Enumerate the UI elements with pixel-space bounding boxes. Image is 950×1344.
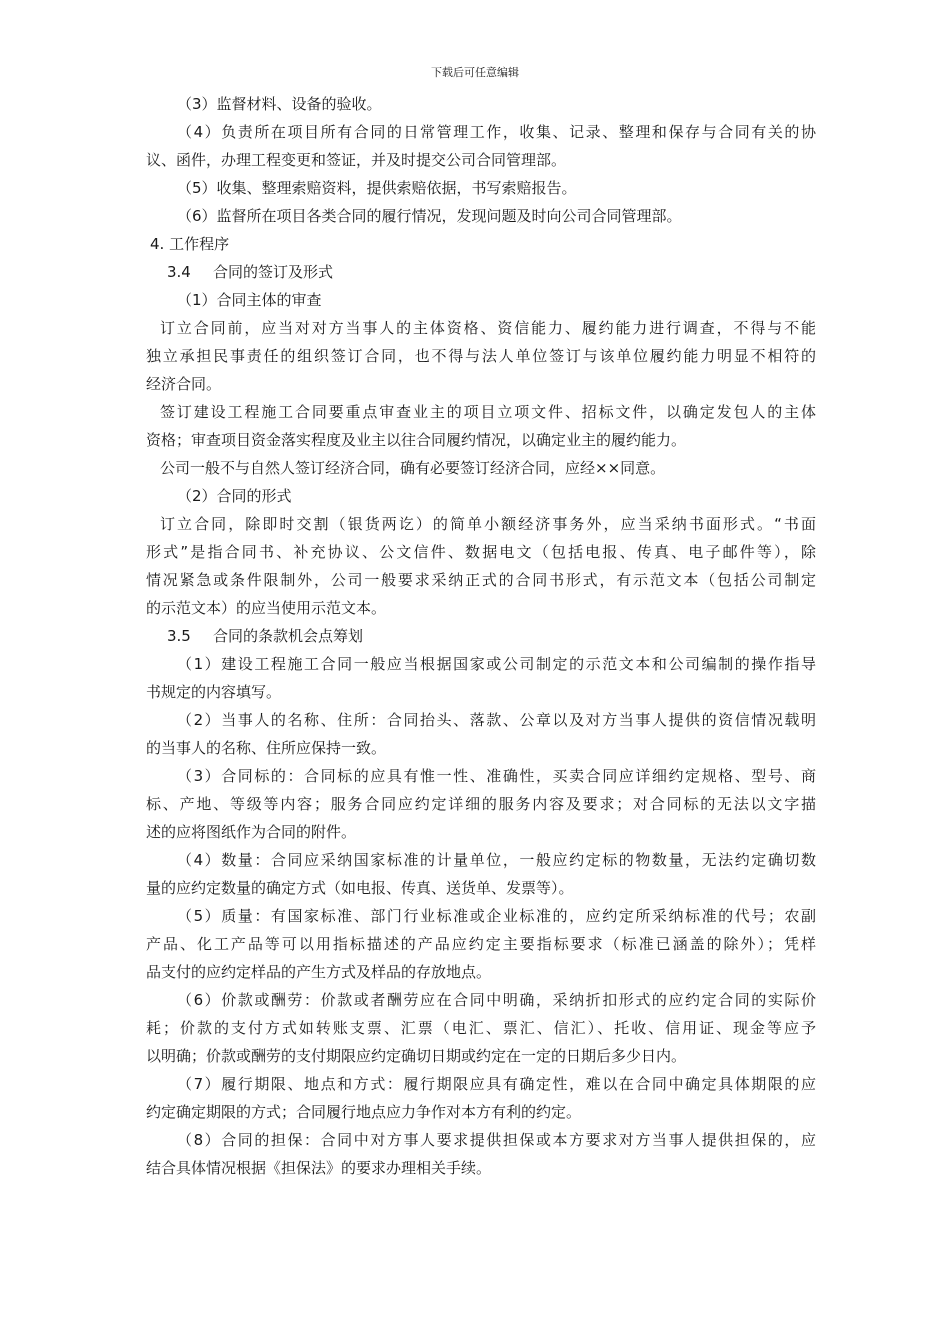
chapter-heading: 4. 工作程序 [150,235,230,253]
text-line: 书规定的内容填写。 [146,683,282,701]
text-line: 耗；价款的支付方式如转账支票、汇票（电汇、票汇、信汇）、托收、信用证、现金等应予 [146,1019,816,1037]
text-line: （7）履行期限、地点和方式：履行期限应具有确定性，难以在合同中确定具体期限的应 [177,1075,816,1093]
text-line: （2）合同的形式 [177,487,292,505]
text-line: 产品、化工产品等可以用指标描述的产品应约定主要指标要求（标准已涵盖的除外）；凭样 [146,935,816,953]
text-line: （1）合同主体的审查 [177,291,322,309]
text-line: 约定确定期限的方式；合同履行地点应力争作对本方有利的约定。 [146,1103,582,1121]
text-line: 订立合同，除即时交割（银货两讫）的简单小额经济事务外，应当采纳书面形式。“书面 [160,515,816,533]
text-line: 情况紧急或条件限制外，公司一般要求采纳正式的合同书形式，有示范文本（包括公司制定 [146,571,816,589]
section-number: 3.4 [167,263,191,281]
document-body [146,90,816,1182]
text-line: 标、产地、等级等内容；服务合同应约定详细的服务内容及要求；对合同标的无法以文字描 [146,795,816,813]
text-line: （5）质量：有国家标准、部门行业标准或企业标准的，应约定所采纳标准的代号；农副 [177,907,816,925]
text-line: 订立合同前，应当对对方当事人的主体资格、资信能力、履约能力进行调查，不得与不能 [160,319,816,337]
section-title: 合同的签订及形式 [213,263,334,281]
text-line: 结合具体情况根据《担保法》的要求办理相关手续。 [146,1159,492,1177]
page-header: 下载后可任意编辑 [431,66,519,79]
text-line: （5）收集、整理索赔资料，提供索赔依据，书写索赔报告。 [177,179,577,197]
text-line: 以明确；价款或酬劳的支付期限应约定确切日期或约定在一定的日期后多少日内。 [146,1047,687,1065]
text-line: 形式”是指合同书、补充协议、公文信件、数据电文（包括电报、传真、电子邮件等），除 [146,543,816,561]
text-line: 量的应约定数量的确定方式（如电报、传真、送货单、发票等）。 [146,879,574,897]
text-line: （3）监督材料、设备的验收。 [177,95,382,113]
text-line: （3）合同标的：合同标的应具有惟一性、准确性，买卖合同应详细约定规格、型号、商 [177,767,816,785]
text-line: 资格；审查项目资金落实程度及业主以往合同履约情况，以确定业主的履约能力。 [146,431,687,449]
text-line: （4）负责所在项目所有合同的日常管理工作，收集、记录、整理和保存与合同有关的协 [177,123,816,141]
text-line: 公司一般不与自然人签订经济合同，确有必要签订经济合同，应经××同意。 [160,459,666,477]
text-line: （6）价款或酬劳：价款或者酬劳应在合同中明确，采纳折扣形式的应约定合同的实际价 [177,991,816,1009]
text-line: 述的应将图纸作为合同的附件。 [146,823,357,841]
text-line: 经济合同。 [146,375,222,393]
section-heading [146,622,816,650]
section-heading [146,258,816,286]
text-line: 品支付的应约定样品的产生方式及样品的存放地点。 [146,963,492,981]
text-line: （1）建设工程施工合同一般应当根据国家或公司制定的示范文本和公司编制的操作指导 [177,655,816,673]
text-line: 的示范文本）的应当使用示范文本。 [146,599,387,617]
text-line: 独立承担民事责任的组织签订合同，也不得与法人单位签订与该单位履约能力明显不相符的 [146,347,816,365]
text-line: （2）当事人的名称、住所：合同抬头、落款、公章以及对方当事人提供的资信情况载明 [177,711,816,729]
section-title: 合同的条款机会点筹划 [213,627,364,645]
section-number: 3.5 [167,627,191,645]
text-line: （8）合同的担保：合同中对方事人要求提供担保或本方要求对方当事人提供担保的，应 [177,1131,816,1149]
text-line: 议、函件，办理工程变更和签证，并及时提交公司合同管理部。 [146,151,567,169]
text-line: 的当事人的名称、住所应保持一致。 [146,739,387,757]
text-line: （4）数量：合同应采纳国家标准的计量单位，一般应约定标的物数量，无法约定确切数 [177,851,816,869]
text-line: 签订建设工程施工合同要重点审查业主的项目立项文件、招标文件，以确定发包人的主体 [160,403,816,421]
text-line: （6）监督所在项目各类合同的履行情况，发现问题及时向公司合同管理部。 [177,207,682,225]
